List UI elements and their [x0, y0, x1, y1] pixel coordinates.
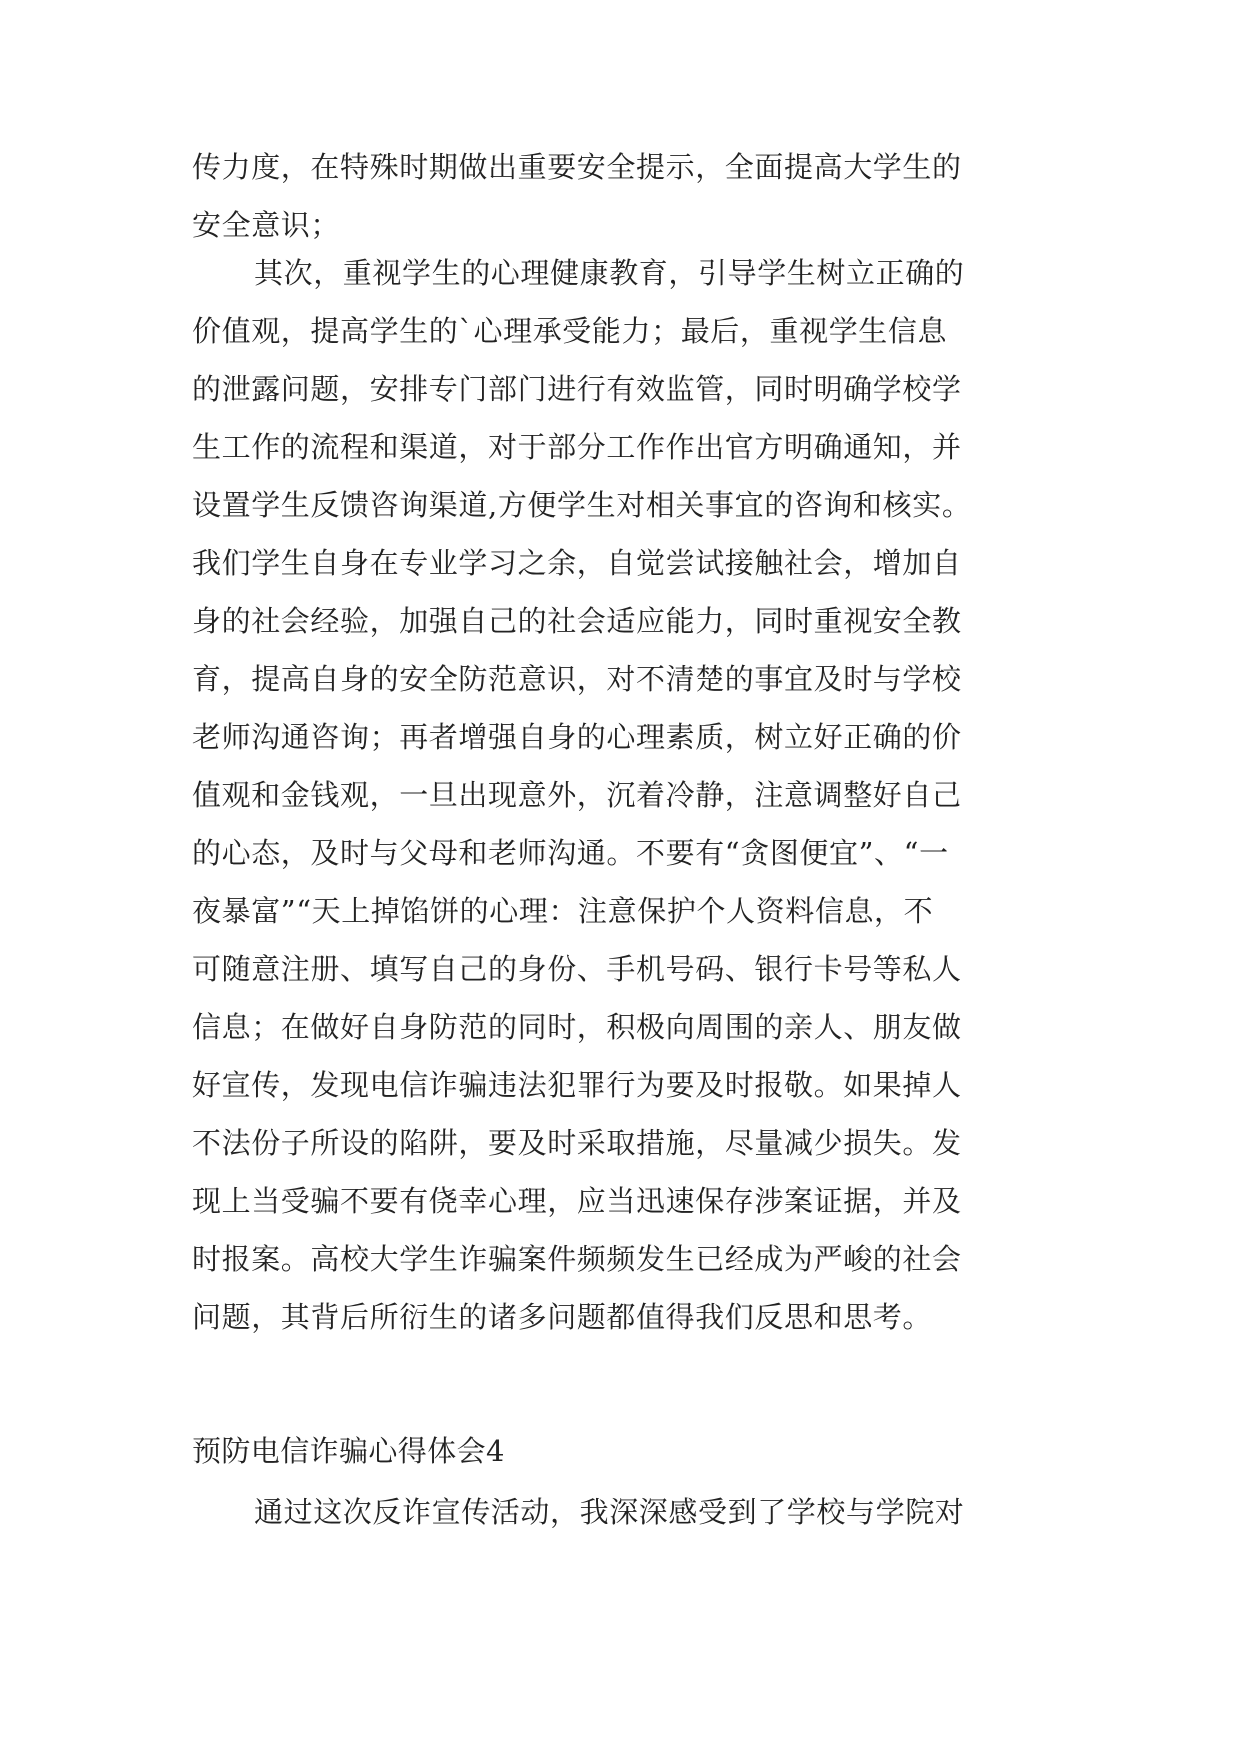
- paragraph-next: [192, 1483, 1052, 1541]
- text-line: 老师沟通咨询；再者增强自身的心理素质，树立好正确的价: [192, 720, 962, 754]
- text-line: 身的社会经验，加强自己的社会适应能力，同时重视安全教: [192, 604, 962, 638]
- text-line: 的泄露问题，安排专门部门进行有效监管，同时明确学校学: [192, 372, 962, 406]
- section-heading-block: [192, 1422, 1052, 1480]
- text-line: 信息；在做好自身防范的同时，积极向周围的亲人、朋友做: [192, 1010, 962, 1044]
- text-line: 传力度，在特殊时期做出重要安全提示，全面提高大学生的: [192, 150, 962, 184]
- text-line: 问题，其背后所衍生的诸多问题都值得我们反思和思考。: [192, 1300, 933, 1334]
- text-line: 通过这次反诈宣传活动，我深深感受到了学校与学院对: [254, 1495, 965, 1529]
- text-line: 夜暴富”“天上掉馅饼的心理：注意保护个人资料信息，不: [192, 894, 934, 928]
- text-line: 可随意注册、填写自己的身份、手机号码、银行卡号等私人: [192, 952, 962, 986]
- text-line: 的心态，及时与父母和老师沟通。不要有“贪图便宜”、“一: [192, 836, 949, 870]
- text-line: 生工作的流程和渠道，对于部分工作作出官方明确通知，并: [192, 430, 962, 464]
- text-line: 好宣传，发现电信诈骗违法犯罪行为要及时报敬。如果掉人: [192, 1068, 962, 1102]
- text-line: 时报案。高校大学生诈骗案件频频发生已经成为严峻的社会: [192, 1242, 962, 1276]
- text-line: 设置学生反馈咨询渠道,方便学生对相关事宜的咨询和核实。: [192, 488, 972, 522]
- text-line: 值观和金钱观，一旦出现意外，沉着冷静，注意调整好自己: [192, 778, 962, 812]
- text-line: 我们学生自身在专业学习之余，自觉尝试接触社会，增加自: [192, 546, 962, 580]
- text-line: 其次，重视学生的心理健康教育，引导学生树立正确的: [254, 256, 965, 290]
- text-line: 安全意识；: [192, 208, 341, 242]
- text-line: 现上当受骗不要有侥幸心理，应当迅速保存涉案证据，并及: [192, 1184, 962, 1218]
- text-line: 价值观，提高学生的`心理承受能力；最后，重视学生信息: [192, 314, 948, 348]
- text-line: 育，提高自身的安全防范意识，对不清楚的事宜及时与学校: [192, 662, 962, 696]
- paragraph-continuation: [192, 138, 1052, 254]
- section-heading: 预防电信诈骗心得体会4: [192, 1434, 505, 1468]
- paragraph-main: [192, 244, 1052, 1346]
- text-line: 不法份子所设的陷阱，要及时采取措施，尽量减少损失。发: [192, 1126, 962, 1160]
